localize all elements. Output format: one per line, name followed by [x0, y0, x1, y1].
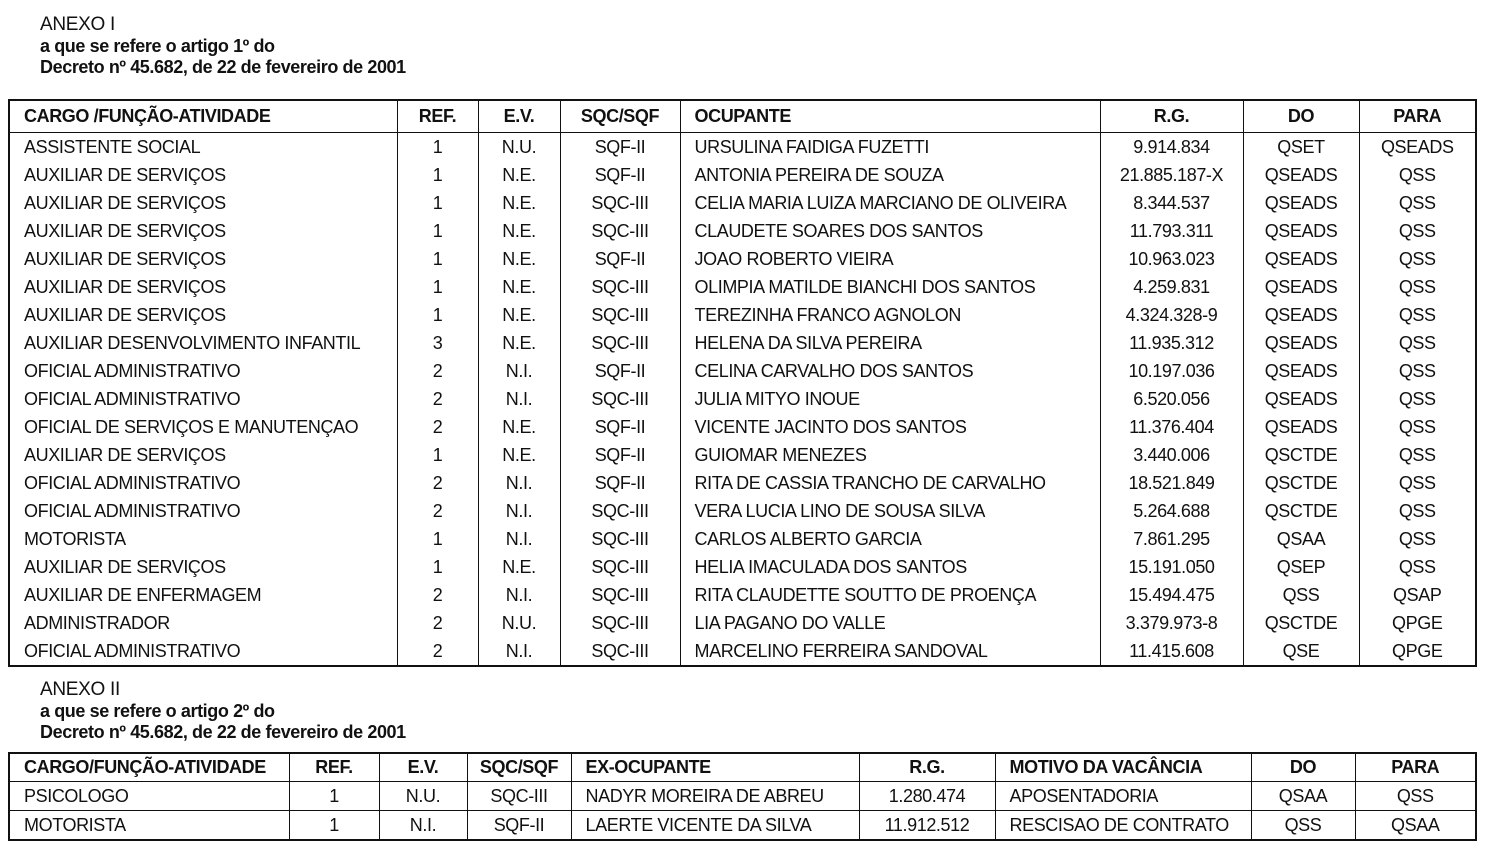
table-cell: QSS: [1359, 217, 1476, 245]
table-cell: 2: [397, 357, 478, 385]
table-cell: CLAUDETE SOARES DOS SANTOS: [680, 217, 1100, 245]
table-cell: AUXILIAR DE SERVIÇOS: [9, 189, 397, 217]
annex2-header-cell: DO: [1251, 753, 1355, 782]
table-cell: 1: [397, 189, 478, 217]
table-cell: VERA LUCIA LINO DE SOUSA SILVA: [680, 497, 1100, 525]
table-cell: OLIMPIA MATILDE BIANCHI DOS SANTOS: [680, 273, 1100, 301]
table-cell: QSEADS: [1243, 245, 1359, 273]
annex1-header-cell: CARGO /FUNÇÃO-ATIVIDADE: [9, 100, 397, 133]
table-cell: QSEADS: [1243, 329, 1359, 357]
table-cell: 4.259.831: [1100, 273, 1243, 301]
table-cell: QSS: [1359, 189, 1476, 217]
table-cell: QSS: [1359, 413, 1476, 441]
table-cell: N.I.: [478, 637, 560, 666]
table-cell: SQC-III: [560, 189, 680, 217]
annex2-header-cell: E.V.: [379, 753, 467, 782]
table-cell: OFICIAL ADMINISTRATIVO: [9, 637, 397, 666]
table-row: [9, 133, 1476, 162]
table-cell: QSS: [1251, 811, 1355, 841]
table-cell: APOSENTADORIA: [995, 782, 1251, 811]
table-row: [9, 273, 1476, 301]
table-cell: 3.379.973-8: [1100, 609, 1243, 637]
table-cell: 10.963.023: [1100, 245, 1243, 273]
table-cell: OFICIAL ADMINISTRATIVO: [9, 497, 397, 525]
table-cell: SQC-III: [560, 329, 680, 357]
annex1-title: ANEXO I: [40, 14, 115, 35]
table-cell: QSS: [1359, 385, 1476, 413]
table-cell: 1: [289, 782, 379, 811]
table-cell: RITA CLAUDETTE SOUTTO DE PROENÇA: [680, 581, 1100, 609]
table-cell: CELINA CARVALHO DOS SANTOS: [680, 357, 1100, 385]
table-cell: N.E.: [478, 189, 560, 217]
table-cell: MOTORISTA: [9, 811, 289, 841]
table-cell: N.U.: [478, 609, 560, 637]
table-cell: SQF-II: [560, 441, 680, 469]
table-cell: LAERTE VICENTE DA SILVA: [571, 811, 859, 841]
table-cell: N.E.: [478, 273, 560, 301]
table-cell: N.E.: [478, 329, 560, 357]
table-cell: AUXILIAR DE SERVIÇOS: [9, 441, 397, 469]
table-cell: 2: [397, 637, 478, 666]
table-cell: QSEP: [1243, 553, 1359, 581]
table-cell: SQC-III: [560, 525, 680, 553]
table-cell: SQC-III: [560, 385, 680, 413]
table-cell: RESCISAO DE CONTRATO: [995, 811, 1251, 841]
table-cell: SQC-III: [560, 553, 680, 581]
table-cell: 1: [397, 245, 478, 273]
table-cell: QSCTDE: [1243, 609, 1359, 637]
table-cell: QSEADS: [1243, 357, 1359, 385]
table-cell: N.I.: [478, 497, 560, 525]
annex2-heading: [40, 679, 406, 743]
table-cell: JULIA MITYO INOUE: [680, 385, 1100, 413]
table-cell: 1: [397, 133, 478, 162]
table-cell: QSET: [1243, 133, 1359, 162]
annex2-header-cell: R.G.: [859, 753, 995, 782]
table-cell: N.E.: [478, 413, 560, 441]
table-cell: QSS: [1359, 245, 1476, 273]
table-cell: NADYR MOREIRA DE ABREU: [571, 782, 859, 811]
annex1-table-body: [9, 133, 1476, 667]
table-row: [9, 637, 1476, 666]
table-cell: N.E.: [478, 301, 560, 329]
table-cell: 1: [397, 217, 478, 245]
annex1-decree: Decreto nº 45.682, de 22 de fevereiro de 2001: [40, 57, 406, 77]
table-cell: SQC-III: [560, 301, 680, 329]
table-cell: QSEADS: [1243, 273, 1359, 301]
table-cell: URSULINA FAIDIGA FUZETTI: [680, 133, 1100, 162]
table-cell: QSS: [1359, 553, 1476, 581]
annex1-header-cell: REF.: [397, 100, 478, 133]
annex1-header-cell: E.V.: [478, 100, 560, 133]
table-cell: SQF-II: [560, 357, 680, 385]
table-cell: HELENA DA SILVA PEREIRA: [680, 329, 1100, 357]
table-cell: N.E.: [478, 553, 560, 581]
table-cell: ADMINISTRADOR: [9, 609, 397, 637]
table-cell: ASSISTENTE SOCIAL: [9, 133, 397, 162]
table-cell: N.U.: [379, 782, 467, 811]
table-cell: QSEADS: [1243, 161, 1359, 189]
table-cell: SQF-II: [560, 245, 680, 273]
annex1-header-cell: R.G.: [1100, 100, 1243, 133]
table-row: [9, 301, 1476, 329]
table-cell: SQC-III: [560, 637, 680, 666]
table-cell: AUXILIAR DE SERVIÇOS: [9, 553, 397, 581]
table-cell: QPGE: [1359, 637, 1476, 666]
annex1-header-cell: OCUPANTE: [680, 100, 1100, 133]
table-cell: SQF-II: [560, 133, 680, 162]
table-cell: JOAO ROBERTO VIEIRA: [680, 245, 1100, 273]
annex2-header-cell: PARA: [1355, 753, 1476, 782]
table-row: [9, 553, 1476, 581]
table-cell: QSAA: [1355, 811, 1476, 841]
table-cell: HELIA IMACULADA DOS SANTOS: [680, 553, 1100, 581]
annex2-table-body: [9, 782, 1476, 841]
table-cell: PSICOLOGO: [9, 782, 289, 811]
table-cell: QSEADS: [1243, 217, 1359, 245]
table-cell: OFICIAL DE SERVIÇOS E MANUTENÇAO: [9, 413, 397, 441]
table-cell: SQF-II: [467, 811, 571, 841]
table-cell: 15.191.050: [1100, 553, 1243, 581]
table-cell: N.I.: [478, 357, 560, 385]
table-cell: QSS: [1243, 581, 1359, 609]
table-row: [9, 469, 1476, 497]
table-cell: N.I.: [478, 581, 560, 609]
table-row: [9, 441, 1476, 469]
table-cell: 15.494.475: [1100, 581, 1243, 609]
table-cell: OFICIAL ADMINISTRATIVO: [9, 357, 397, 385]
table-cell: AUXILIAR DE SERVIÇOS: [9, 217, 397, 245]
table-cell: N.I.: [379, 811, 467, 841]
table-row: [9, 357, 1476, 385]
table-cell: QSS: [1359, 301, 1476, 329]
table-cell: 11.793.311: [1100, 217, 1243, 245]
annex1-header-cell: PARA: [1359, 100, 1476, 133]
table-cell: SQC-III: [560, 217, 680, 245]
table-row: [9, 413, 1476, 441]
table-row: [9, 811, 1476, 841]
table-cell: QSEADS: [1243, 301, 1359, 329]
table-cell: OFICIAL ADMINISTRATIVO: [9, 469, 397, 497]
table-cell: OFICIAL ADMINISTRATIVO: [9, 385, 397, 413]
table-cell: QSEADS: [1243, 189, 1359, 217]
table-cell: QSEADS: [1243, 413, 1359, 441]
table-cell: 1: [397, 273, 478, 301]
table-row: [9, 497, 1476, 525]
annex1-header-cell: DO: [1243, 100, 1359, 133]
table-cell: 11.415.608: [1100, 637, 1243, 666]
table-cell: 1: [289, 811, 379, 841]
table-row: [9, 385, 1476, 413]
table-cell: 11.935.312: [1100, 329, 1243, 357]
annex2-decree: Decreto nº 45.682, de 22 de fevereiro de 2001: [40, 722, 406, 742]
annex2-table: [8, 752, 1477, 841]
table-row: [9, 609, 1476, 637]
table-cell: GUIOMAR MENEZES: [680, 441, 1100, 469]
table-cell: CELIA MARIA LUIZA MARCIANO DE OLIVEIRA: [680, 189, 1100, 217]
table-cell: N.E.: [478, 245, 560, 273]
table-cell: QSAP: [1359, 581, 1476, 609]
table-cell: SQF-II: [560, 469, 680, 497]
annex1-table: [8, 99, 1477, 667]
table-cell: QSS: [1359, 441, 1476, 469]
table-cell: 1: [397, 161, 478, 189]
annex2-header-cell: EX-OCUPANTE: [571, 753, 859, 782]
table-cell: 1: [397, 525, 478, 553]
table-cell: N.I.: [478, 469, 560, 497]
table-cell: 6.520.056: [1100, 385, 1243, 413]
table-cell: QPGE: [1359, 609, 1476, 637]
table-cell: QSAA: [1251, 782, 1355, 811]
annex1-header-cell: SQC/SQF: [560, 100, 680, 133]
table-cell: QSS: [1359, 469, 1476, 497]
table-cell: QSS: [1359, 525, 1476, 553]
table-cell: VICENTE JACINTO DOS SANTOS: [680, 413, 1100, 441]
table-row: [9, 217, 1476, 245]
table-cell: N.E.: [478, 161, 560, 189]
annex2-header-cell: MOTIVO DA VACÂNCIA: [995, 753, 1251, 782]
table-cell: QSE: [1243, 637, 1359, 666]
table-cell: 1: [397, 441, 478, 469]
table-row: [9, 329, 1476, 357]
table-cell: AUXILIAR DE SERVIÇOS: [9, 273, 397, 301]
annex1-header-row: [9, 100, 1476, 133]
table-cell: 1.280.474: [859, 782, 995, 811]
table-cell: QSAA: [1243, 525, 1359, 553]
table-cell: QSS: [1359, 273, 1476, 301]
table-row: [9, 581, 1476, 609]
table-cell: 9.914.834: [1100, 133, 1243, 162]
table-cell: LIA PAGANO DO VALLE: [680, 609, 1100, 637]
table-cell: SQC-III: [560, 581, 680, 609]
table-cell: 11.912.512: [859, 811, 995, 841]
table-cell: SQC-III: [560, 497, 680, 525]
table-cell: MOTORISTA: [9, 525, 397, 553]
table-cell: RITA DE CASSIA TRANCHO DE CARVALHO: [680, 469, 1100, 497]
table-cell: CARLOS ALBERTO GARCIA: [680, 525, 1100, 553]
table-cell: QSCTDE: [1243, 469, 1359, 497]
table-cell: QSEADS: [1243, 385, 1359, 413]
annex2-header-row: [9, 753, 1476, 782]
annex1-heading: [40, 14, 406, 78]
table-cell: MARCELINO FERREIRA SANDOVAL: [680, 637, 1100, 666]
table-cell: 1: [397, 301, 478, 329]
table-cell: 3: [397, 329, 478, 357]
table-cell: QSS: [1355, 782, 1476, 811]
table-cell: SQC-III: [467, 782, 571, 811]
table-cell: 7.861.295: [1100, 525, 1243, 553]
table-cell: 1: [397, 553, 478, 581]
table-cell: SQF-II: [560, 161, 680, 189]
table-cell: 18.521.849: [1100, 469, 1243, 497]
table-cell: AUXILIAR DE SERVIÇOS: [9, 301, 397, 329]
table-cell: 2: [397, 413, 478, 441]
annex2-header-cell: REF.: [289, 753, 379, 782]
annex2-header-cell: CARGO/FUNÇÃO-ATIVIDADE: [9, 753, 289, 782]
table-cell: 2: [397, 609, 478, 637]
table-cell: 5.264.688: [1100, 497, 1243, 525]
table-cell: N.E.: [478, 217, 560, 245]
table-cell: QSS: [1359, 497, 1476, 525]
table-cell: QSCTDE: [1243, 497, 1359, 525]
table-cell: QSEADS: [1359, 133, 1476, 162]
table-cell: 11.376.404: [1100, 413, 1243, 441]
table-cell: 2: [397, 581, 478, 609]
table-cell: ANTONIA PEREIRA DE SOUZA: [680, 161, 1100, 189]
annex1-reference: a que se refere o artigo 1º do: [40, 36, 275, 56]
table-cell: AUXILIAR DESENVOLVIMENTO INFANTIL: [9, 329, 397, 357]
table-cell: AUXILIAR DE ENFERMAGEM: [9, 581, 397, 609]
table-cell: 10.197.036: [1100, 357, 1243, 385]
table-row: [9, 245, 1476, 273]
annex2-reference: a que se refere o artigo 2º do: [40, 701, 275, 721]
table-cell: AUXILIAR DE SERVIÇOS: [9, 161, 397, 189]
table-cell: QSS: [1359, 161, 1476, 189]
table-cell: N.I.: [478, 385, 560, 413]
table-cell: SQC-III: [560, 273, 680, 301]
table-cell: 2: [397, 497, 478, 525]
table-cell: TEREZINHA FRANCO AGNOLON: [680, 301, 1100, 329]
table-row: [9, 525, 1476, 553]
table-cell: 3.440.006: [1100, 441, 1243, 469]
table-cell: N.E.: [478, 441, 560, 469]
table-cell: SQC-III: [560, 609, 680, 637]
table-cell: QSS: [1359, 357, 1476, 385]
table-cell: AUXILIAR DE SERVIÇOS: [9, 245, 397, 273]
table-cell: 2: [397, 469, 478, 497]
table-row: [9, 161, 1476, 189]
table-cell: SQF-II: [560, 413, 680, 441]
table-cell: QSS: [1359, 329, 1476, 357]
annex2-title: ANEXO II: [40, 679, 120, 700]
table-cell: 21.885.187-X: [1100, 161, 1243, 189]
annex2-header-cell: SQC/SQF: [467, 753, 571, 782]
table-cell: 2: [397, 385, 478, 413]
table-cell: QSCTDE: [1243, 441, 1359, 469]
table-cell: 4.324.328-9: [1100, 301, 1243, 329]
table-cell: 8.344.537: [1100, 189, 1243, 217]
table-row: [9, 782, 1476, 811]
table-cell: N.U.: [478, 133, 560, 162]
table-row: [9, 189, 1476, 217]
table-cell: N.I.: [478, 525, 560, 553]
